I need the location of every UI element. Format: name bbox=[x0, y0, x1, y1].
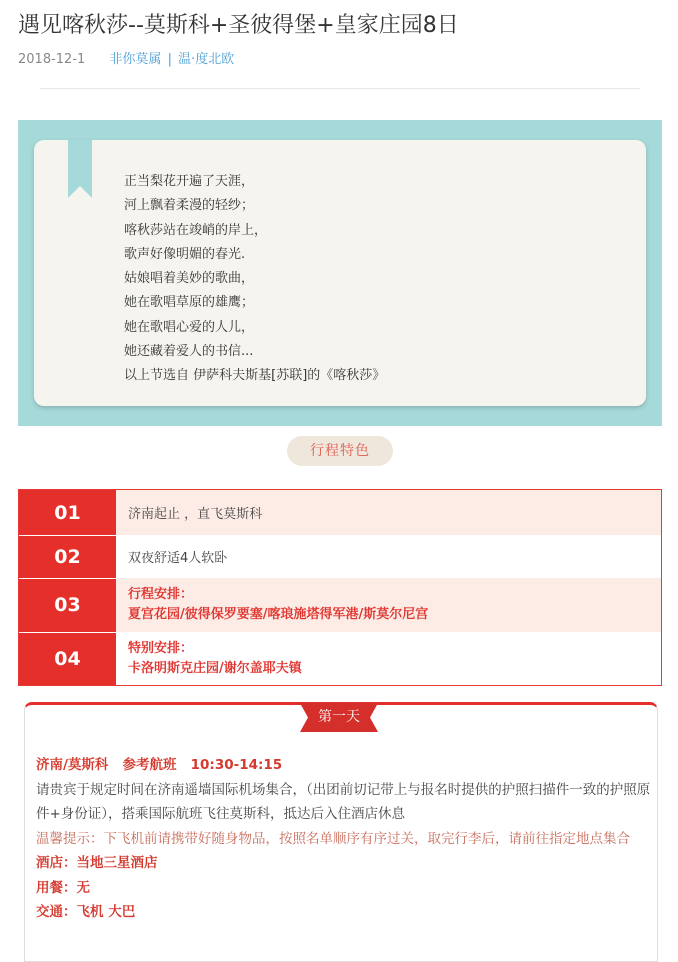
feature-number: 03 bbox=[19, 578, 116, 632]
feature-row bbox=[19, 535, 661, 578]
feature-number: 01 bbox=[19, 490, 116, 535]
poem-line: 她在歌唱草原的雄鹰； bbox=[124, 295, 255, 311]
header-divider bbox=[40, 88, 640, 89]
article-title: 遇见喀秋莎--莫斯科+圣彼得堡+皇家庄园8日 bbox=[18, 13, 459, 38]
poem-line: 喀秋莎站在竣峭的岸上， bbox=[124, 222, 268, 238]
article-meta bbox=[18, 51, 234, 69]
poem-source: 以上节选自 伊萨科夫斯基[苏联]的《喀秋莎》 bbox=[124, 368, 386, 384]
features-table bbox=[18, 489, 662, 686]
poem-text bbox=[124, 170, 385, 389]
article-date: 2018-12-1 bbox=[18, 52, 86, 67]
day-transport: 交通：飞机 大巴 bbox=[36, 904, 136, 920]
poem-line: 河上飘着柔漫的轻纱； bbox=[124, 198, 255, 214]
row-divider bbox=[19, 535, 116, 536]
feature-text: 夏宫花园/彼得保罗要塞/喀琅施塔得军港/斯莫尔尼宫 bbox=[128, 607, 429, 622]
meta-separator: | bbox=[167, 52, 172, 67]
poem-card bbox=[34, 140, 646, 406]
poem-line: 正当梨花开遍了天涯， bbox=[124, 174, 255, 189]
feature-text: 双夜舒适4人软卧 bbox=[128, 551, 228, 566]
poem-line: 姑娘唱着美妙的歌曲， bbox=[124, 271, 255, 287]
bookmark-icon bbox=[68, 140, 92, 198]
feature-row bbox=[19, 632, 661, 685]
category-link[interactable]: 非你莫属 bbox=[109, 52, 162, 67]
feature-number: 02 bbox=[19, 535, 116, 578]
feature-number: 04 bbox=[19, 632, 116, 685]
day-description: 请贵宾于规定时间在济南遥墙国际机场集合，（出团前切记带上与报名时提供的护照扫描件一致的护照原件+身份证），搭乘国际航班飞往莫斯科，抵达后入住酒店休息 bbox=[36, 781, 651, 822]
section-heading-features: 行程特色 bbox=[287, 436, 393, 466]
poem-line: 歌声好像明媚的春光. bbox=[124, 246, 246, 262]
feature-title: 行程安排： bbox=[128, 587, 194, 602]
feature-row bbox=[19, 490, 661, 535]
poem-line: 她还藏着爱人的书信... bbox=[124, 344, 254, 360]
feature-row bbox=[19, 578, 661, 632]
day-content bbox=[36, 753, 652, 925]
tag-link[interactable]: 温·度北欧 bbox=[178, 52, 235, 67]
day-tip: 温馨提示：下飞机前请携带好随身物品，按照名单顺序有序过关，取完行李后，请前往指定地点集合 bbox=[36, 830, 630, 847]
day-hotel: 酒店：当地三星酒店 bbox=[36, 855, 158, 871]
feature-text: 济南起止 ，直飞莫斯科 bbox=[128, 507, 263, 522]
row-divider bbox=[19, 632, 116, 633]
feature-text: 卡洛明斯克庄园/谢尔盖耶夫镇 bbox=[128, 660, 302, 676]
row-divider bbox=[19, 578, 116, 579]
feature-title: 特别安排： bbox=[128, 640, 194, 656]
day-label: 第一天 bbox=[318, 709, 360, 725]
poem-banner bbox=[18, 120, 662, 426]
poem-line: 她在歌唱心爱的人儿， bbox=[124, 319, 255, 335]
day-meals: 用餐：无 bbox=[36, 879, 90, 896]
day-heading: 济南/莫斯科 参考航班 10:30-14:15 bbox=[36, 757, 283, 773]
